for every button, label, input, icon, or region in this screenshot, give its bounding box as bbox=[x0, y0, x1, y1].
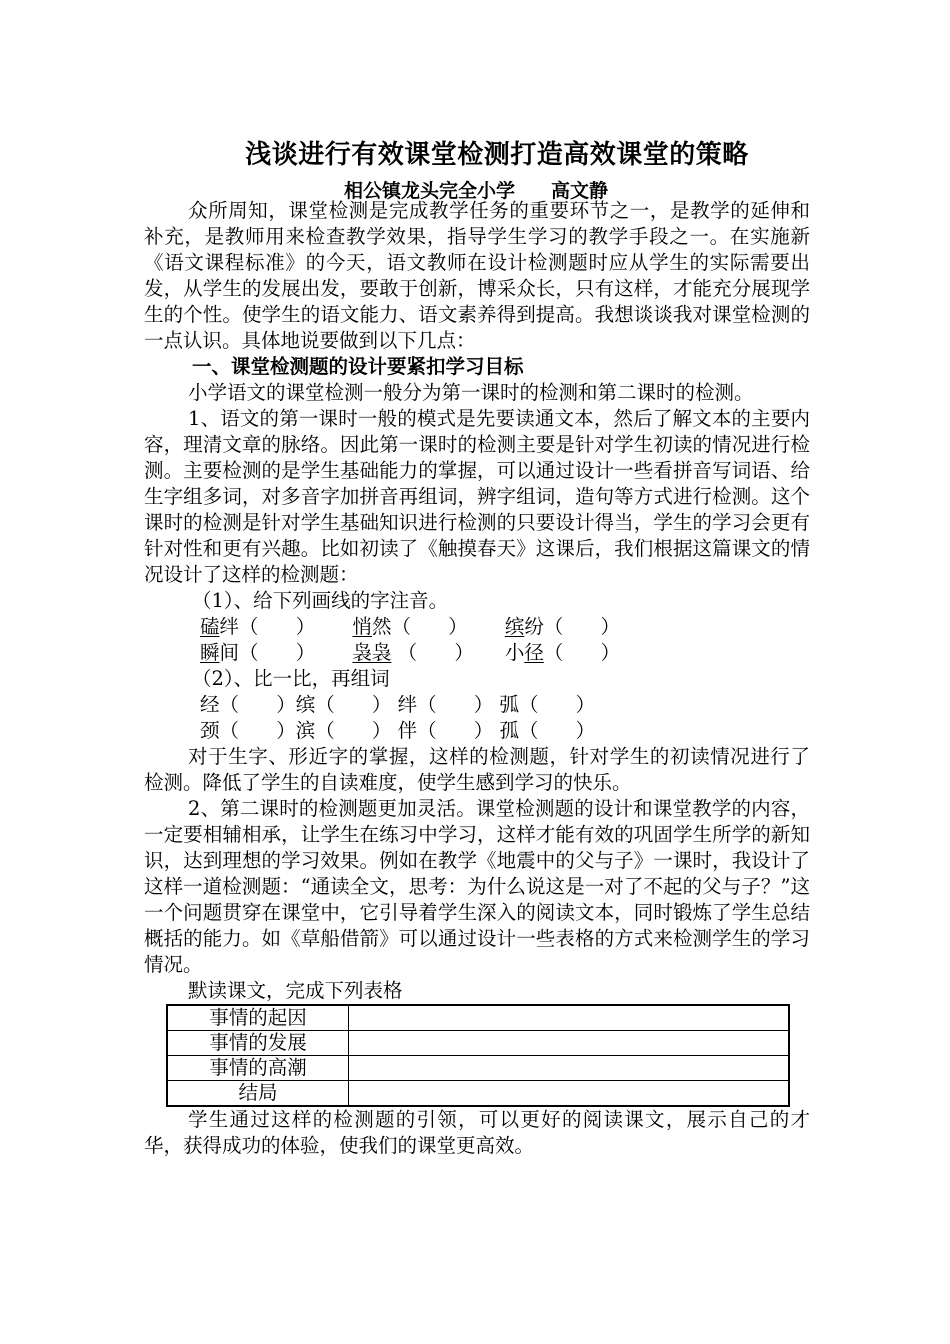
pinyin-blank: 然（ ） bbox=[371, 615, 468, 638]
pinyin-blank: 间（ ） bbox=[219, 641, 316, 664]
table-cell-label: 事情的起因 bbox=[167, 1005, 349, 1031]
underlined-char: 悄 bbox=[352, 615, 372, 638]
table-cell-label: 事情的高潮 bbox=[167, 1056, 349, 1081]
paragraph-4: 2、第二课时的检测题更加灵活。课堂检测题的设计和课堂教学的内容，一定要相辅相承，让学生在练习中学习，这样才能有效的巩固学生所学的新知识，达到理想的学习效果。例如在教学《地震中的父与子》一课时，我设计了这样一道检测题：“通读全文，思考：为什么说这是一对了不起的父与子？”这一个问题贯穿在课堂中，它引导着学生深入的阅读文本，同时锻炼了学生总结概括的能力。如《草船借箭》可以通过设计一些表格的方式来检测学生的学习情况。 bbox=[144, 797, 810, 976]
underlined-char: 缤 bbox=[504, 615, 525, 638]
pinyin-blank: 绊（ ） bbox=[219, 615, 316, 638]
author-school: 相公镇龙头完全小学 bbox=[344, 180, 516, 202]
section-heading-1: 一、课堂检测题的设计要紧扣学习目标 bbox=[192, 355, 524, 378]
exercise-1-title: （1）、给下列画线的字注音。 bbox=[192, 589, 449, 612]
document-body bbox=[144, 198, 810, 1159]
table-cell-blank bbox=[349, 1005, 790, 1031]
pinyin-blank: （ ） bbox=[543, 641, 621, 664]
table-cell-label: 结局 bbox=[167, 1081, 349, 1107]
table-cell-label: 事情的发展 bbox=[167, 1031, 349, 1056]
exercise-2-row-1: 经（ ）缤（ ） 绊（ ） 弧（ ） bbox=[200, 693, 596, 716]
paragraph-1: 小学语文的课堂检测一般分为第一课时的检测和第二课时的检测。 bbox=[188, 381, 754, 404]
paragraph-2: 1、语文的第一课时一般的模式是先要读通文本，然后了解文本的主要内容，理清文章的脉络。因此第一课时的检测主要是针对学生初读的情况进行检测。主要检测的是学生基础能力的掌握，可以通过设计一些看拼音写词语、给生字组多词，对多音字加拼音再组词，辨字组词，造句等方式进行检测。这个课时的检测是针对学生基础知识进行检测的只要设计得当，学生的学习会更有针对性和更有兴趣。比如初读了《触摸春天》这课后，我们根据这篇课文的情况设计了这样的检测题： bbox=[144, 407, 810, 586]
underlined-char: 径 bbox=[524, 641, 544, 664]
author-name: 高文静 bbox=[551, 180, 609, 202]
exercise-1-row-2 bbox=[144, 640, 810, 666]
underlined-char: 袅袅 bbox=[352, 641, 392, 664]
table-row bbox=[167, 1081, 789, 1107]
table-cell-blank bbox=[349, 1031, 790, 1056]
table-row bbox=[167, 1056, 789, 1081]
pinyin-blank: 纷（ ） bbox=[524, 615, 621, 638]
table-caption: 默读课文，完成下列表格 bbox=[188, 979, 403, 1002]
table-row bbox=[167, 1005, 789, 1031]
exercise-2-row-2: 颈（ ）滨（ ） 伴（ ） 孤（ ） bbox=[200, 719, 596, 742]
exercise-2-title: （2）、比一比，再组词 bbox=[192, 667, 390, 690]
paragraph-3: 对于生字、形近字的掌握，这样的检测题，针对学生的初读情况进行了检测。降低了学生的自读难度，使学生感到学习的快乐。 bbox=[144, 745, 810, 794]
exercise-1-row-1 bbox=[144, 614, 810, 640]
pinyin-blank: （ ） bbox=[397, 641, 474, 664]
intro-paragraph: 众所周知，课堂检测是完成教学任务的重要环节之一，是教学的延伸和补充，是教师用来检查教学效果，指导学生学习的教学手段之一。在实施新《语文课程标准》的今天，语文教师在设计检测题时应从学生的实际需要出发，从学生的发展出发，要敢于创新，博采众长，只有这样，才能充分展现学生的个性。使学生的语文能力、语文素养得到提高。我想谈谈我对课堂检测的一点认识。具体地说要做到以下几点： bbox=[144, 199, 810, 352]
document-title: 浅谈进行有效课堂检测打造高效课堂的策略 bbox=[245, 140, 749, 170]
table-cell-blank bbox=[349, 1056, 790, 1081]
table-row bbox=[167, 1031, 789, 1056]
paragraph-5: 学生通过这样的检测题的引领，可以更好的阅读课文，展示自己的才华，获得成功的体验，使我们的课堂更高效。 bbox=[144, 1108, 810, 1157]
worksheet-table bbox=[166, 1004, 790, 1107]
underlined-char: 磕 bbox=[200, 615, 220, 638]
table-cell-blank bbox=[349, 1081, 790, 1107]
underlined-char: 瞬 bbox=[200, 641, 220, 664]
plain-char: 小 bbox=[504, 641, 525, 664]
